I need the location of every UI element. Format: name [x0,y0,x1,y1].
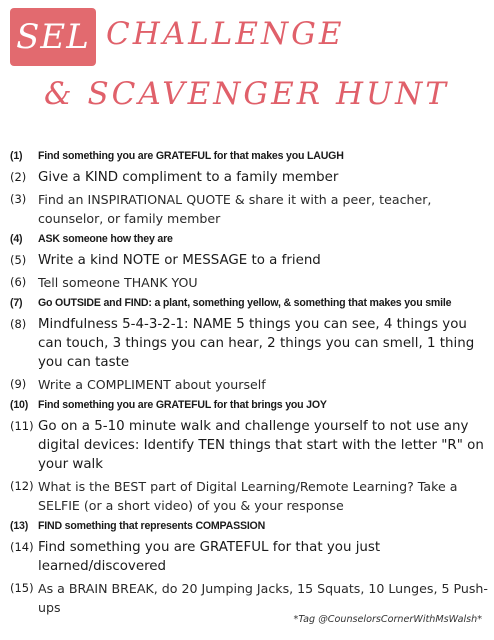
item-number: (12) [10,479,34,493]
item-text: Find something you are GRATEFUL for that brings you JOY [38,399,327,411]
item-number: (2) [10,170,27,184]
list-item [10,477,488,515]
item-text: Go OUTSIDE and FIND: a plant, something yellow, & something that makes you smile [38,297,452,309]
item-text: Give a KIND compliment to a family member [38,170,339,185]
list-item [10,273,488,292]
list-item [10,251,488,270]
item-number: (4) [10,233,23,245]
item-number: (9) [10,377,27,391]
list-item [10,518,488,535]
item-text: As a BRAIN BREAK, do 20 Jumping Jacks, 15 Squats, 10 Lunges, 5 Push-ups [38,581,488,615]
item-text: Find something you are GRATEFUL for that you just learned/discovered [38,540,381,574]
list-item [10,375,488,394]
item-number: (7) [10,297,23,309]
list-item [10,231,488,248]
item-number: (3) [10,192,27,206]
item-number: (15) [10,581,34,595]
item-number: (1) [10,150,23,162]
list-item [10,315,488,372]
sel-badge [10,8,96,66]
list-item [10,397,488,414]
list-item [10,190,488,228]
sel-badge-text: SEL [16,17,90,57]
item-number: (8) [10,317,27,331]
item-text: Mindfulness 5-4-3-2-1: NAME 5 things you can see, 4 things you can touch, 3 things you can hear, 2 things you can smell, 1 thing you can taste [38,317,475,370]
item-number: (13) [10,520,29,532]
title-challenge: CHALLENGE [106,16,345,52]
item-text: ASK someone how they are [38,233,173,245]
item-number: (6) [10,275,27,289]
item-text: What is the BEST part of Digital Learning/Remote Learning? Take a SELFIE (or a short video) of you & your response [38,479,458,513]
list-item [10,295,488,312]
footer-tag: *Tag @CounselorsCornerWithMsWalsh* [293,614,482,625]
item-number: (11) [10,419,34,433]
list-item [10,168,488,187]
list-item [10,148,488,165]
item-text: Find something you are GRATEFUL for that makes you LAUGH [38,150,344,162]
item-number: (5) [10,253,27,267]
item-number: (14) [10,540,34,554]
item-text: FIND something that represents COMPASSION [38,520,266,532]
list-item [10,538,488,576]
item-number: (10) [10,399,29,411]
item-text: Write a COMPLIMENT about yourself [38,377,266,392]
item-text: Go on a 5-10 minute walk and challenge yourself to not use any digital devices: Identify TEN things that start with the letter "R" on your walk [38,419,484,472]
list-item [10,579,488,617]
item-text: Write a kind NOTE or MESSAGE to a friend [38,253,321,268]
title-scavenger-hunt: & SCAVENGER HUNT [44,76,449,112]
challenge-list [10,148,488,620]
item-text: Find an INSPIRATIONAL QUOTE & share it with a peer, teacher, counselor, or family member [38,192,432,226]
item-text: Tell someone THANK YOU [38,275,198,290]
list-item [10,417,488,474]
